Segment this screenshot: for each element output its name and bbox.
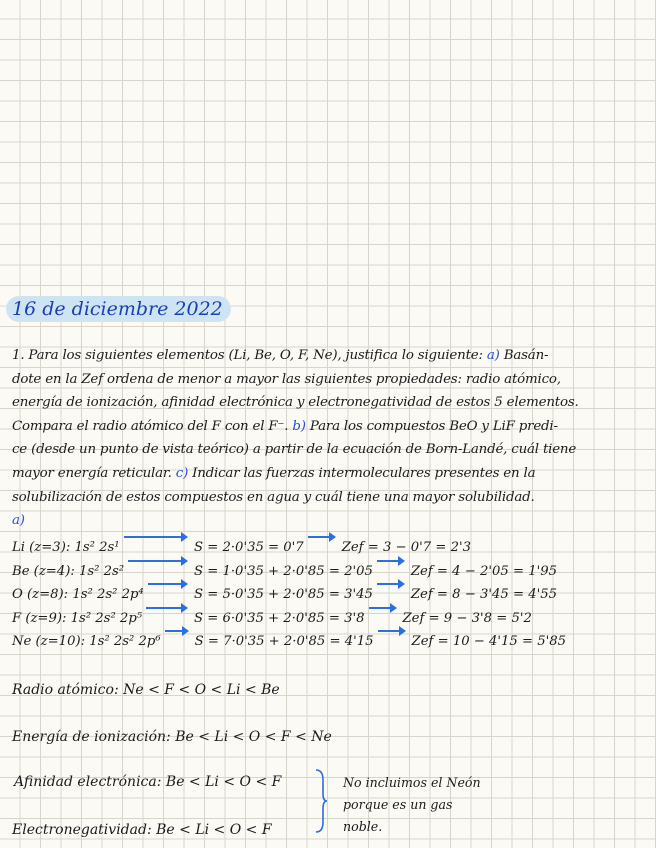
statement-line	[12, 368, 652, 392]
effective-nuclear-charge: Zef = 3 − 0'7 = 2'3	[341, 540, 472, 555]
part-label: b)	[292, 418, 306, 434]
page-title: 16 de diciembre 2022	[12, 298, 223, 320]
arrow-right-icon	[165, 630, 187, 632]
statement-line	[12, 462, 652, 486]
effective-nuclear-charge: Zef = 10 − 4'15 = 5'85	[411, 634, 567, 650]
problem-statement	[12, 344, 652, 533]
statement-text: Indicar las fuerzas intermoleculares presentes en la	[188, 465, 536, 481]
statement-line	[12, 344, 652, 368]
arrow-right-icon	[308, 536, 334, 538]
statement-text: energía de ionización, afinidad electrónica y electronegatividad de estos 5 elementos.	[12, 395, 579, 411]
screening-constant: S = 1·0'35 + 2·0'85 = 2'05	[194, 563, 373, 579]
statement-text: solubilización de estos compuestos en agua y cuál tiene una mayor solubilidad.	[12, 489, 535, 505]
part-label: a)	[486, 348, 500, 363]
part-label: a)	[12, 513, 25, 529]
statement-text: 1. Para los siguientes elementos (Li, Be, O, F, Ne), justifica lo siguiente:	[12, 348, 487, 363]
electron-configuration: Ne (z=10): 1s² 2s² 2p⁶	[12, 634, 161, 650]
statement-text: ce (desde un punto de vista teórico) a partir de la ecuación de Born-Landé, cuál tiene	[12, 442, 577, 458]
arrow-right-icon	[148, 583, 186, 585]
arrow-right-icon	[377, 560, 403, 562]
radio-atomico-order: Radio atómico: Ne < F < O < Li < Be	[12, 682, 280, 698]
electron-configuration: Be (z=4): 1s² 2s²	[12, 563, 125, 579]
screening-constant: S = 6·0'35 + 2·0'85 = 3'8	[194, 610, 365, 626]
arrow-right-icon	[146, 607, 186, 609]
statement-text: Basán-	[499, 348, 549, 363]
statement-line	[12, 509, 652, 533]
effective-nuclear-charge: Zef = 4 − 2'05 = 1'95	[410, 563, 558, 579]
arrow-right-icon	[378, 630, 404, 632]
arrow-right-icon	[128, 560, 186, 562]
electron-configuration: O (z=8): 1s² 2s² 2p⁴	[12, 587, 144, 603]
statement-text: mayor energía reticular.	[12, 465, 176, 481]
effective-nuclear-charge: Zef = 9 − 3'8 = 5'2	[402, 610, 532, 626]
screening-constant: S = 2·0'35 = 0'7	[194, 540, 304, 555]
statement-text: dote en la Zef ordena de menor a mayor las siguientes propiedades: radio atómico,	[12, 371, 561, 387]
screening-constant: S = 7·0'35 + 2·0'85 = 4'15	[194, 634, 374, 650]
statement-text: Compara el radio atómico del F con el F⁻.	[12, 418, 293, 434]
screening-constant: S = 5·0'35 + 2·0'85 = 3'45	[194, 587, 373, 603]
statement-line	[12, 415, 652, 439]
electron-configuration: Li (z=3): 1s² 2s¹	[12, 540, 120, 555]
title-highlight	[6, 296, 231, 322]
statement-line	[12, 486, 652, 510]
part-label: c)	[175, 465, 189, 481]
curly-brace	[314, 768, 328, 834]
arrow-right-icon	[377, 583, 403, 585]
afinidad-order: Afinidad electrónica: Be < Li < O < F	[14, 774, 282, 790]
electron-configuration: F (z=9): 1s² 2s² 2p⁵	[12, 610, 143, 626]
effective-nuclear-charge: Zef = 8 − 3'45 = 4'55	[410, 587, 558, 603]
arrow-right-icon	[124, 536, 186, 538]
arrow-right-icon	[369, 607, 395, 609]
electronegatividad-order: Electronegatividad: Be < Li < O < F	[12, 822, 272, 838]
statement-line	[12, 391, 652, 415]
noble-gas-note: No incluimos el Neón porque es un gas noble.	[343, 775, 481, 834]
ionizacion-order: Energía de ionización: Be < Li < O < F < Ne	[12, 729, 332, 745]
statement-text: Para los compuestos BeO y LiF predi-	[305, 418, 558, 434]
statement-line	[12, 438, 652, 462]
